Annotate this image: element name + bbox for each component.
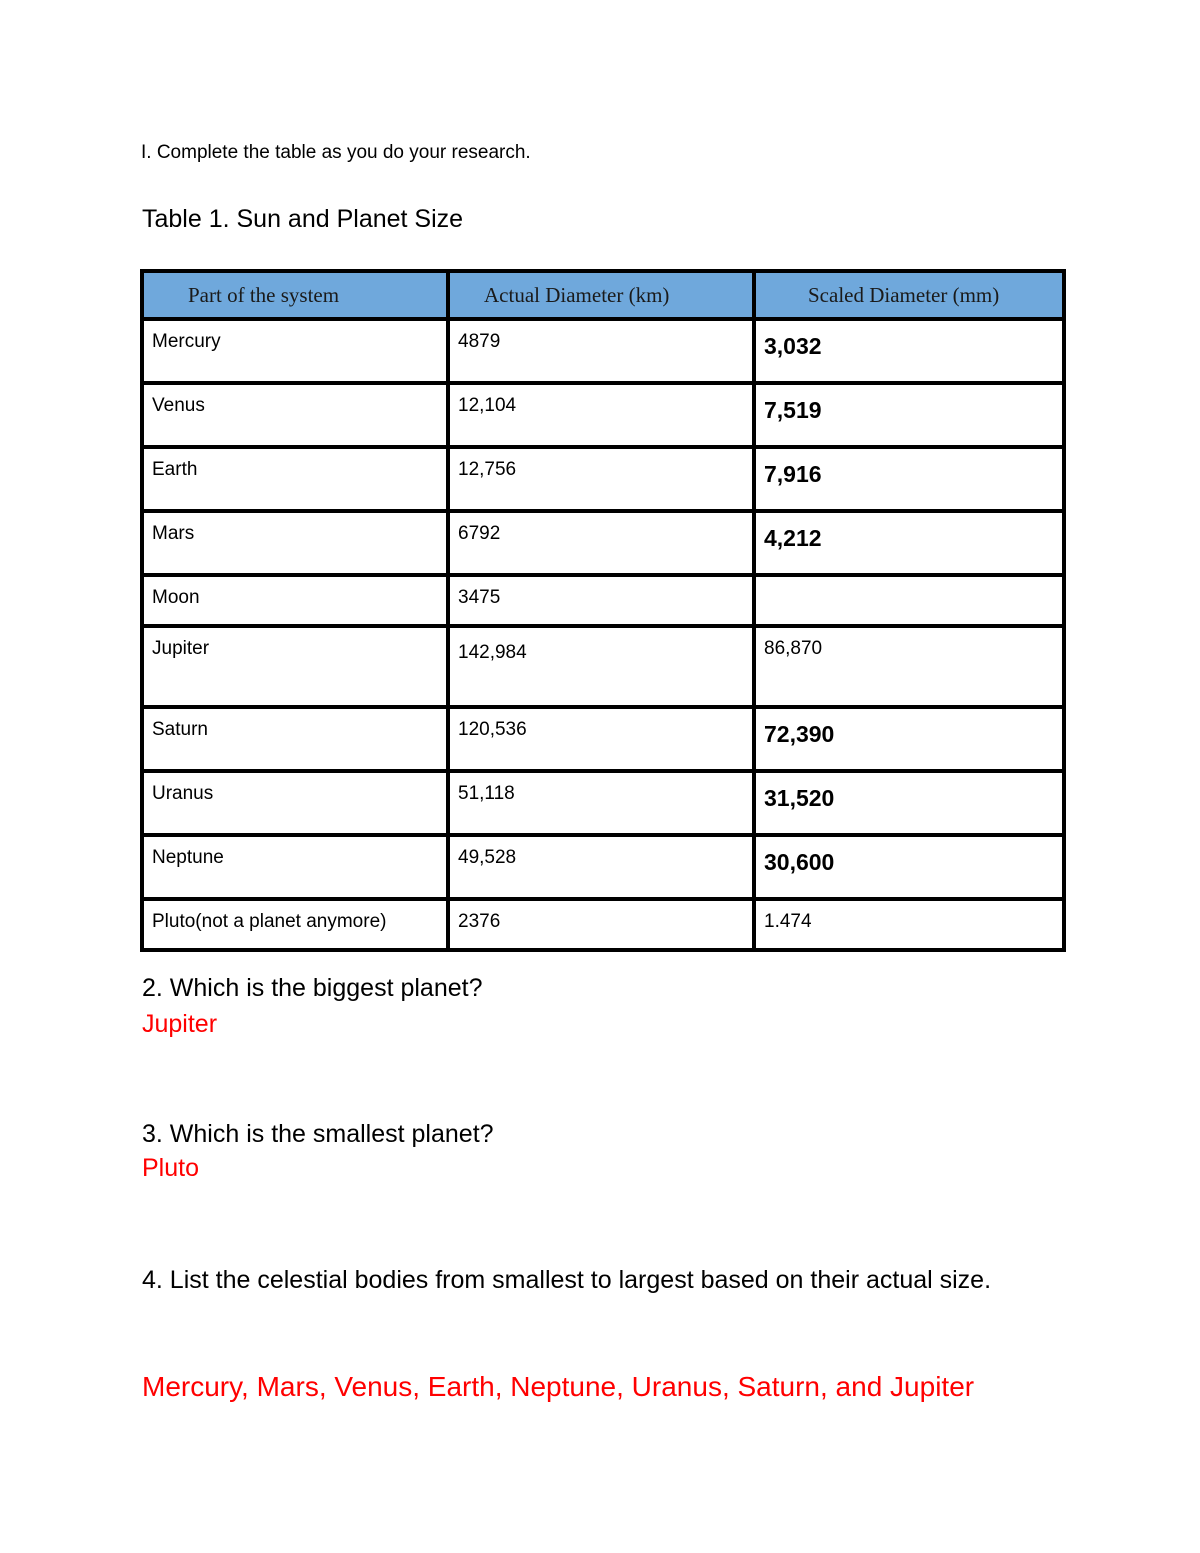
instruction-text: I. Complete the table as you do your research. (141, 142, 531, 163)
cell-scaled: 30,600 (754, 835, 1064, 899)
table-row (142, 383, 1064, 447)
cell-actual: 142,984 (448, 626, 754, 707)
cell-actual: 2376 (448, 899, 754, 950)
table-row (142, 771, 1064, 835)
cell-scaled (754, 575, 1064, 626)
table-title: Table 1. Sun and Planet Size (142, 205, 464, 233)
header-part: Part of the system (142, 271, 448, 319)
cell-scaled: 4,212 (754, 511, 1064, 575)
cell-actual: 12,104 (448, 383, 754, 447)
question-2: 2. Which is the biggest planet? (142, 974, 483, 1002)
cell-part: Saturn (142, 707, 448, 771)
table-row (142, 447, 1064, 511)
cell-part: Neptune (142, 835, 448, 899)
table-row (142, 319, 1064, 383)
cell-part: Mercury (142, 319, 448, 383)
table-row (142, 835, 1064, 899)
cell-scaled: 1.474 (754, 899, 1064, 950)
cell-actual: 4879 (448, 319, 754, 383)
cell-scaled: 7,519 (754, 383, 1064, 447)
cell-part: Jupiter (142, 626, 448, 707)
cell-scaled: 31,520 (754, 771, 1064, 835)
question-3: 3. Which is the smallest planet? (142, 1120, 494, 1148)
cell-scaled: 3,032 (754, 319, 1064, 383)
table-row (142, 707, 1064, 771)
cell-actual: 51,118 (448, 771, 754, 835)
cell-actual: 6792 (448, 511, 754, 575)
table-row (142, 511, 1064, 575)
cell-actual: 120,536 (448, 707, 754, 771)
cell-actual: 49,528 (448, 835, 754, 899)
table-header-row (142, 271, 1064, 319)
cell-scaled: 86,870 (754, 626, 1064, 707)
cell-part: Moon (142, 575, 448, 626)
table-row (142, 626, 1064, 707)
header-actual-diameter: Actual Diameter (km) (448, 271, 754, 319)
cell-scaled: 7,916 (754, 447, 1064, 511)
header-scaled-diameter: Scaled Diameter (mm) (754, 271, 1064, 319)
question-4: 4. List the celestial bodies from smallest to largest based on their actual size. (142, 1266, 992, 1294)
planet-size-table (140, 269, 1066, 952)
cell-part: Mars (142, 511, 448, 575)
cell-part: Venus (142, 383, 448, 447)
cell-scaled: 72,390 (754, 707, 1064, 771)
answer-4: Mercury, Mars, Venus, Earth, Neptune, Uranus, Saturn, and Jupiter (142, 1371, 975, 1402)
cell-actual: 12,756 (448, 447, 754, 511)
cell-part: Uranus (142, 771, 448, 835)
table-row (142, 899, 1064, 950)
answer-3: Pluto (142, 1154, 199, 1182)
cell-part: Pluto(not a planet anymore) (142, 899, 448, 950)
cell-part: Earth (142, 447, 448, 511)
answer-2: Jupiter (142, 1010, 218, 1038)
cell-actual: 3475 (448, 575, 754, 626)
table-row (142, 575, 1064, 626)
